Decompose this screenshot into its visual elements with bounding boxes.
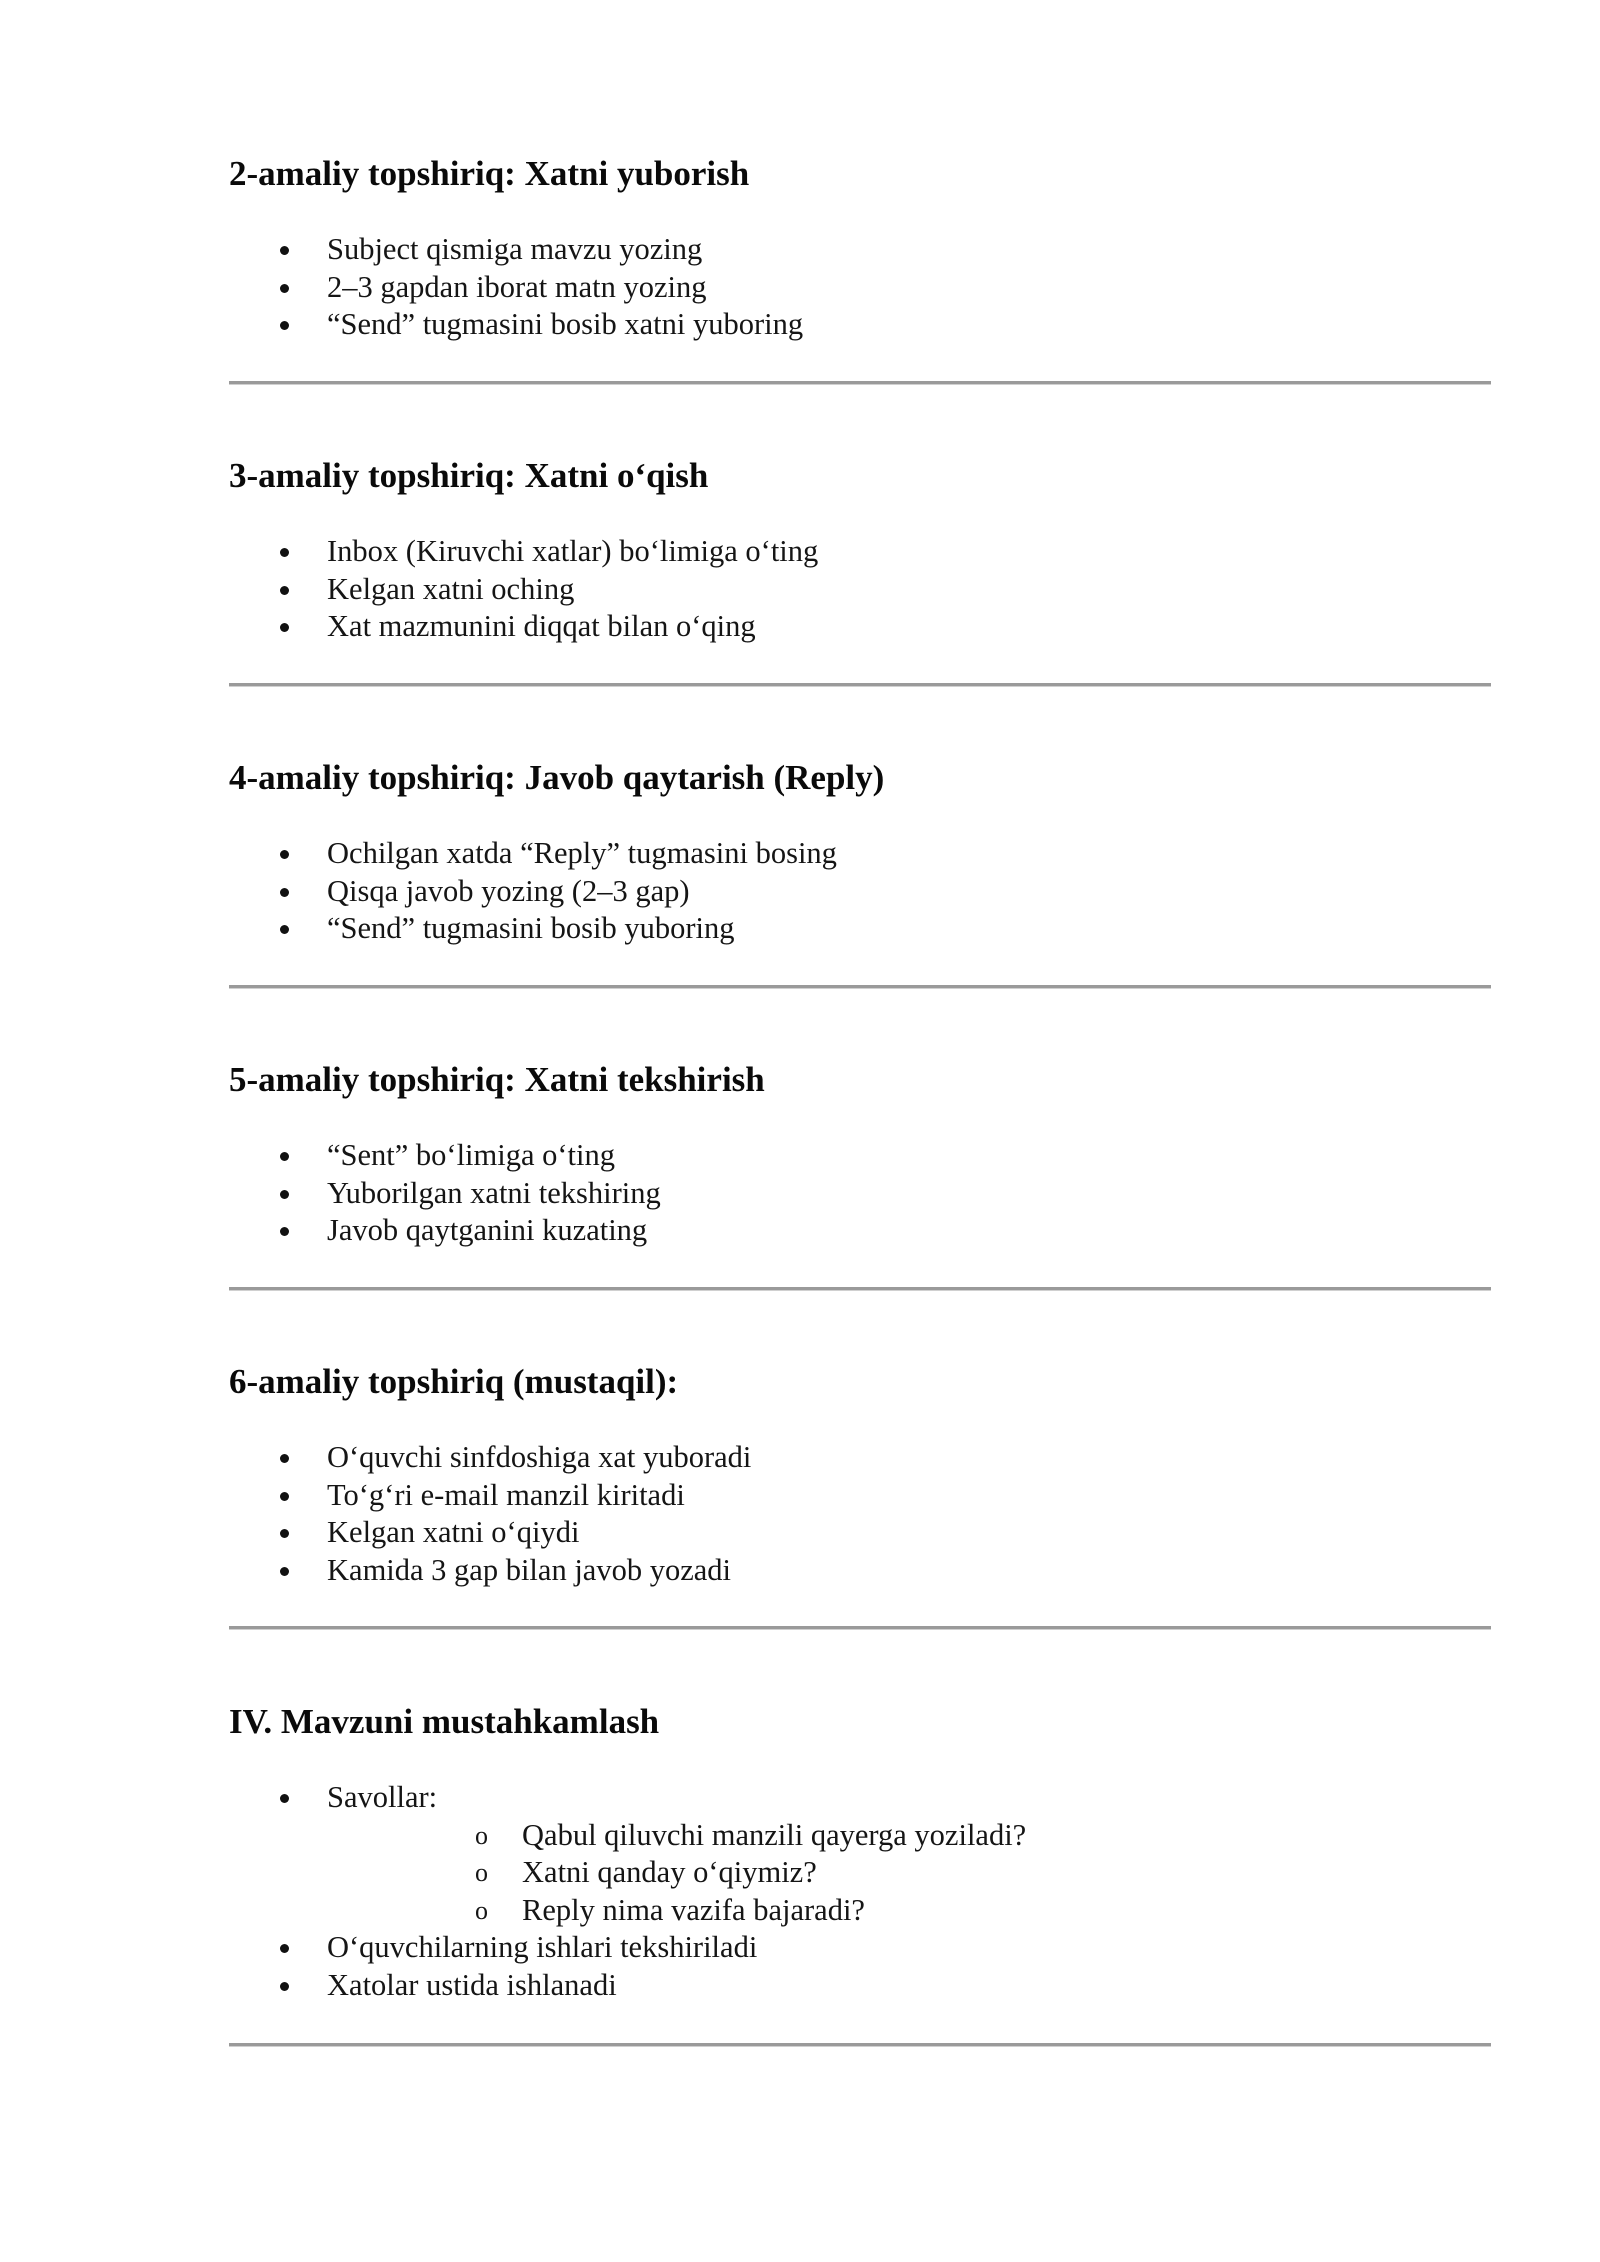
bullet-icon bbox=[280, 623, 289, 632]
horizontal-divider bbox=[229, 985, 1491, 989]
section-task-6 bbox=[229, 1362, 1491, 1589]
section-consolidation bbox=[229, 1702, 1491, 2004]
task-list bbox=[229, 1137, 1491, 1250]
bullet-icon bbox=[280, 1982, 289, 1991]
bullet-icon bbox=[280, 1794, 289, 1803]
list-item bbox=[229, 1477, 1491, 1515]
task-list bbox=[229, 1439, 1491, 1589]
list-item-text: Kelgan xatni oching bbox=[327, 571, 575, 606]
horizontal-divider bbox=[229, 381, 1491, 385]
bullet-icon bbox=[280, 888, 289, 897]
bullet-icon bbox=[280, 850, 289, 859]
list-item-text: Savollar: bbox=[327, 1780, 438, 1814]
section-task-2 bbox=[229, 154, 1491, 344]
list-item bbox=[229, 1779, 1491, 1929]
list-item-text: O‘quvchilarning ishlari tekshiriladi bbox=[327, 1930, 758, 1964]
list-item-text: “Send” tugmasini bosib xatni yuboring bbox=[327, 307, 804, 341]
list-item bbox=[229, 1514, 1491, 1552]
list-item-text: “Sent” bo‘limiga o‘ting bbox=[327, 1138, 615, 1172]
list-item bbox=[229, 1967, 1491, 2005]
list-item bbox=[229, 608, 1491, 646]
bullet-icon bbox=[280, 1567, 289, 1576]
section-title: 4-amaliy topshiriq: Javob qaytarish (Reply) bbox=[229, 758, 885, 797]
bullet-icon bbox=[280, 246, 289, 255]
bullet-icon bbox=[280, 586, 289, 595]
bullet-icon bbox=[280, 1492, 289, 1501]
horizontal-divider bbox=[229, 1287, 1491, 1291]
list-item bbox=[229, 1212, 1491, 1250]
task-list bbox=[229, 533, 1491, 646]
task-list bbox=[229, 835, 1491, 948]
section-title: 2-amaliy topshiriq: Xatni yuborish bbox=[229, 154, 750, 193]
list-item bbox=[229, 835, 1491, 873]
list-item-text: 2–3 gapdan iborat matn yozing bbox=[327, 269, 707, 304]
horizontal-divider bbox=[229, 683, 1491, 687]
section-title: 5-amaliy topshiriq: Xatni tekshirish bbox=[229, 1060, 765, 1099]
section-title: 3-amaliy topshiriq: Xatni o‘qish bbox=[229, 456, 709, 495]
bullet-icon bbox=[280, 1152, 289, 1161]
bullet-icon bbox=[280, 284, 289, 293]
sub-list-item bbox=[327, 1854, 1491, 1892]
bullet-icon bbox=[280, 1190, 289, 1199]
list-item-text: O‘quvchi sinfdoshiga xat yuboradi bbox=[327, 1440, 752, 1474]
section-task-4 bbox=[229, 758, 1491, 948]
list-item bbox=[229, 1929, 1491, 1967]
list-item-text: Qisqa javob yozing (2–3 gap) bbox=[327, 873, 690, 908]
bullet-icon bbox=[280, 321, 289, 330]
bullet-icon bbox=[280, 1227, 289, 1236]
bullet-icon bbox=[280, 1944, 289, 1953]
list-item bbox=[229, 306, 1491, 344]
bullet-icon bbox=[280, 1529, 289, 1538]
section-title: IV. Mavzuni mustahkamlash bbox=[229, 1702, 660, 1741]
list-item bbox=[229, 533, 1491, 571]
section-task-5 bbox=[229, 1060, 1491, 1250]
list-item bbox=[229, 231, 1491, 269]
list-item-text: “Send” tugmasini bosib yuboring bbox=[327, 911, 735, 945]
list-item-text: Kelgan xatni o‘qiydi bbox=[327, 1515, 580, 1549]
list-item-text: Yuborilgan xatni tekshiring bbox=[327, 1175, 661, 1210]
list-item bbox=[229, 1175, 1491, 1213]
sub-list-item-text: Xatni qanday o‘qiymiz? bbox=[522, 1855, 817, 1889]
question-list bbox=[327, 1817, 1491, 1930]
list-item-text: Kamida 3 gap bilan javob yozadi bbox=[327, 1552, 732, 1587]
horizontal-divider bbox=[229, 1626, 1491, 1630]
bullet-icon bbox=[280, 925, 289, 934]
list-item-text: Xat mazmunini diqqat bilan o‘qing bbox=[327, 609, 756, 643]
list-item bbox=[229, 1552, 1491, 1590]
horizontal-divider bbox=[229, 2043, 1491, 2047]
list-item-text: Javob qaytganini kuzating bbox=[327, 1213, 648, 1247]
list-item bbox=[229, 1137, 1491, 1175]
sub-list-item-text: Qabul qiluvchi manzili qayerga yoziladi? bbox=[522, 1817, 1027, 1852]
list-item-text: Subject qismiga mavzu yozing bbox=[327, 232, 703, 266]
sub-list-item bbox=[327, 1817, 1491, 1855]
list-item bbox=[229, 910, 1491, 948]
task-list bbox=[229, 1779, 1491, 2004]
sub-list-item-text: Reply nima vazifa bajaradi? bbox=[522, 1892, 865, 1927]
list-item-text: To‘g‘ri e-mail manzil kiritadi bbox=[327, 1477, 685, 1512]
circle-bullet-icon: o bbox=[475, 1820, 488, 1850]
list-item-text: Inbox (Kiruvchi xatlar) bo‘limiga o‘ting bbox=[327, 534, 819, 568]
section-title: 6-amaliy topshiriq (mustaqil): bbox=[229, 1362, 679, 1401]
bullet-icon bbox=[280, 548, 289, 557]
task-list bbox=[229, 231, 1491, 344]
section-task-3 bbox=[229, 456, 1491, 646]
list-item bbox=[229, 873, 1491, 911]
bullet-icon bbox=[280, 1454, 289, 1463]
circle-bullet-icon: o bbox=[475, 1895, 488, 1925]
list-item-text: Xatolar ustida ishlanadi bbox=[327, 1967, 617, 2002]
list-item bbox=[229, 269, 1491, 307]
list-item bbox=[229, 1439, 1491, 1477]
circle-bullet-icon: o bbox=[475, 1858, 488, 1887]
sub-list-item bbox=[327, 1892, 1491, 1930]
list-item bbox=[229, 571, 1491, 609]
list-item-text: Ochilgan xatda “Reply” tugmasini bosing bbox=[327, 836, 837, 870]
